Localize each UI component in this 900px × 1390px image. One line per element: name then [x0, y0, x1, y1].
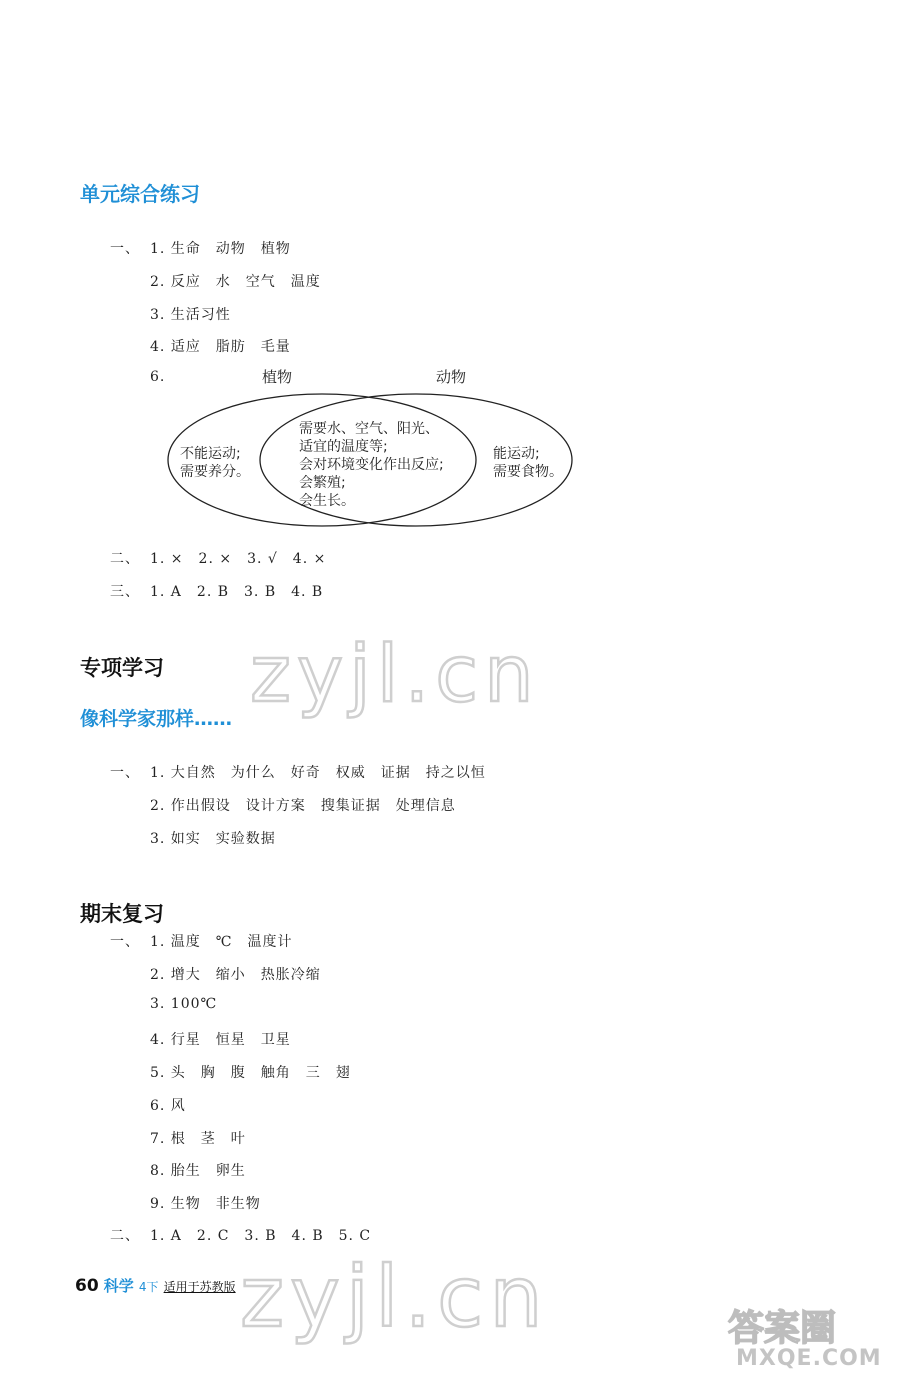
question-number: 一、	[110, 241, 140, 257]
venn-label-plants: 植物	[262, 368, 293, 386]
watermark-logo-url: MXQE.COM	[736, 1346, 882, 1371]
answer-line: 1. × 2. × 3. √ 4. ×	[150, 551, 327, 567]
venn-animals-only	[493, 445, 563, 481]
answer-line: 1. A 2. B 3. B 4. B	[150, 584, 324, 600]
question-number: 一、	[110, 765, 140, 781]
answer-line: 4. 适应 脂肪 毛量	[150, 339, 291, 355]
footer-grade: 4下	[138, 1280, 159, 1294]
footer-subject: 科学	[103, 1277, 134, 1295]
section-subtitle-special: 像科学家那样……	[80, 708, 233, 730]
answer-line: 7. 根 茎 叶	[150, 1131, 246, 1147]
answer-line-number: 6.	[150, 369, 166, 385]
venn-text-line: 不能运动;	[180, 446, 241, 462]
answer-line: 2. 增大 缩小 热胀冷缩	[150, 967, 321, 983]
answer-line: 1. A 2. C 3. B 4. B 5. C	[150, 1228, 372, 1244]
answer-line: 3. 如实 实验数据	[150, 831, 276, 847]
venn-label-animals: 动物	[436, 368, 467, 386]
question-number: 二、	[110, 1228, 140, 1244]
answer-line: 5. 头 胸 腹 触角 三 翅	[150, 1065, 351, 1081]
answer-line: 4. 行星 恒星 卫星	[150, 1032, 291, 1048]
venn-text-line: 需要养分。	[180, 464, 250, 480]
answer-line: 6. 风	[150, 1098, 186, 1114]
venn-common	[299, 420, 444, 510]
page-footer	[75, 1275, 236, 1296]
answer-line: 9. 生物 非生物	[150, 1196, 261, 1212]
page-number: 60	[75, 1276, 99, 1296]
venn-text-line: 会繁殖;	[299, 475, 346, 491]
answer-line: 3. 生活习性	[150, 307, 231, 323]
venn-text-line: 适宜的温度等;	[299, 439, 388, 455]
question-number: 二、	[110, 551, 140, 567]
venn-text-line: 能运动;	[493, 446, 540, 462]
watermark-text: zyjl.cn	[250, 630, 540, 720]
watermark-text: zyjl.cn	[240, 1248, 549, 1346]
answer-line: 8. 胎生 卵生	[150, 1163, 246, 1179]
section-title-special: 专项学习	[80, 656, 164, 680]
venn-text-line: 会对环境变化作出反应;	[299, 457, 444, 473]
venn-text-line: 需要水、空气、阳光、	[299, 421, 439, 437]
section-title-unit-review: 单元综合练习	[80, 182, 200, 206]
answer-line: 2. 反应 水 空气 温度	[150, 274, 321, 290]
answer-line: 2. 作出假设 设计方案 搜集证据 处理信息	[150, 798, 456, 814]
answer-line: 1. 生命 动物 植物	[150, 241, 291, 257]
venn-text-line: 需要食物。	[493, 464, 563, 480]
question-number: 一、	[110, 934, 140, 950]
venn-plants-only	[180, 445, 250, 481]
answer-line: 1. 大自然 为什么 好奇 权威 证据 持之以恒	[150, 765, 486, 781]
section-title-final: 期末复习	[80, 902, 164, 926]
venn-text-line: 会生长。	[299, 493, 355, 509]
answer-line: 3. 100℃	[150, 996, 218, 1012]
watermark-logo-icon: 答案圈	[728, 1308, 837, 1349]
answer-line: 1. 温度 ℃ 温度计	[150, 934, 293, 950]
footer-edition: 适用于苏教版	[163, 1280, 236, 1294]
question-number: 三、	[110, 584, 140, 600]
